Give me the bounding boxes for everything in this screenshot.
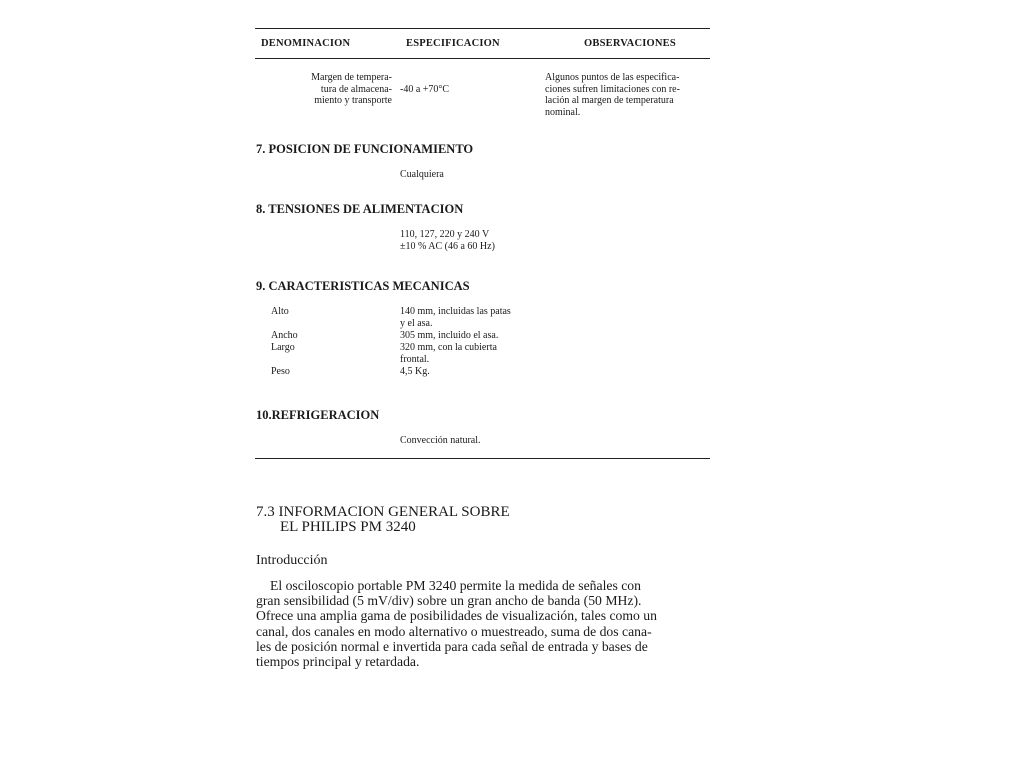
section-10-value: Convección natural. (400, 435, 481, 446)
mech-value-alto: 140 mm, incluidas las patas y el asa. (400, 306, 511, 329)
mech-label-largo: Largo (271, 342, 295, 353)
mech-label-alto: Alto (271, 306, 289, 317)
temperature-observations: Algunos puntos de las especifica- ciones sufren limitaciones con re- lación al margen de temperatura nominal. (545, 72, 680, 118)
table-header-rule (255, 58, 710, 59)
header-especificacion: ESPECIFICACION (406, 38, 500, 49)
section-8-values: 110, 127, 220 y 240 V ±10 % AC (46 a 60 Hz) (400, 229, 495, 252)
info-title-line-2: EL PHILIPS PM 3240 (280, 519, 416, 535)
section-10-title: 10.REFRIGERACION (256, 408, 380, 422)
mech-value-peso: 4,5 Kg. (400, 366, 430, 377)
mech-value-largo: 320 mm, con la cubierta frontal. (400, 342, 497, 365)
info-subtitle: Introducción (256, 553, 328, 568)
temperature-name-cell: Margen de tempera- tura de almacena- miento y transporte (311, 72, 392, 106)
table-top-rule (255, 28, 710, 29)
section-8-title: 8. TENSIONES DE ALIMENTACION (256, 202, 464, 216)
header-observaciones: OBSERVACIONES (584, 38, 676, 49)
mech-label-ancho: Ancho (271, 330, 298, 341)
section-9-title: 9. CARACTERISTICAS MECANICAS (256, 279, 470, 293)
section-7-value: Cualquiera (400, 169, 444, 180)
mech-label-peso: Peso (271, 366, 290, 377)
table-bottom-rule (255, 458, 710, 459)
intro-paragraph: El osciloscopio portable PM 3240 permite la medida de señales con gran sensibilidad (5 mV/div) sobre un gran ancho de banda (50 MHz). Ofrece una amplia gama de posibilidades de visualización, tales como un canal, dos canales en modo alternativo o muestreado, suma de dos cana- les de posición normal e invertida para cada señal de entrada y bases de tiempos principal y retardada. (256, 578, 657, 670)
info-title-line-1: 7.3 INFORMACION GENERAL SOBRE (256, 504, 510, 520)
temperature-spec: -40 a +70°C (400, 84, 450, 95)
section-7-title: 7. POSICION DE FUNCIONAMIENTO (256, 142, 474, 156)
header-denominacion: DENOMINACION (261, 38, 351, 49)
mech-value-ancho: 305 mm, incluido el asa. (400, 330, 499, 341)
